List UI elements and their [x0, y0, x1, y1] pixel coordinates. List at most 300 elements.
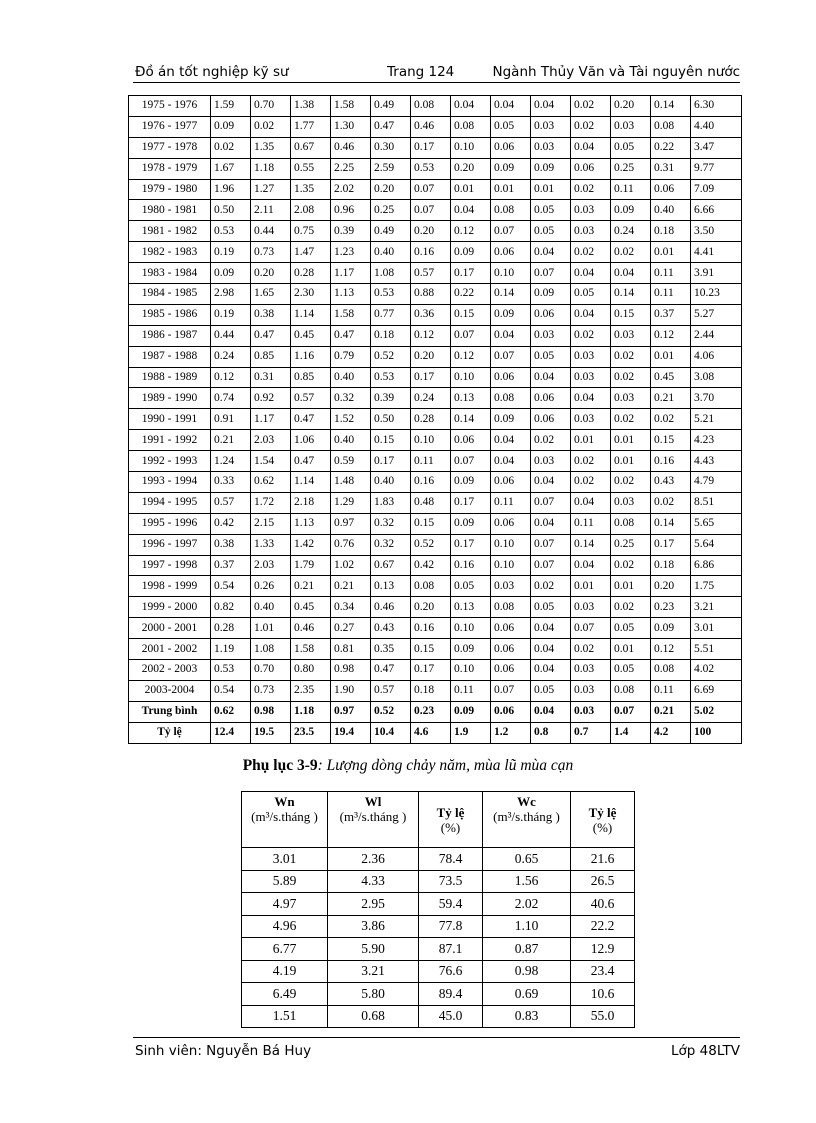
summary-row	[129, 701, 742, 722]
value-cell: 0.15	[651, 430, 691, 451]
value-cell: 7.09	[691, 179, 742, 200]
value-cell: 1.72	[251, 492, 291, 513]
value-cell: 2.03	[251, 430, 291, 451]
value-cell: 0.06	[491, 513, 531, 534]
year-cell: 1999 - 2000	[129, 597, 211, 618]
value-cell: 2.44	[691, 325, 742, 346]
value-cell: 0.06	[491, 660, 531, 681]
value-cell: 0.21	[211, 430, 251, 451]
table-row	[129, 513, 742, 534]
table-row	[242, 870, 635, 893]
value-cell: 0.17	[451, 492, 491, 513]
value-cell: 0.28	[291, 263, 331, 284]
value-cell: 0.18	[411, 680, 451, 701]
value-cell: 4.43	[691, 451, 742, 472]
value-cell: 0.10	[491, 263, 531, 284]
value-cell: 0.19	[211, 242, 251, 263]
table-row	[129, 576, 742, 597]
value-cell: 0.69	[483, 983, 571, 1006]
value-cell: 0.05	[611, 137, 651, 158]
value-cell: 21.6	[571, 848, 635, 871]
value-cell: 0.02	[611, 242, 651, 263]
value-cell: 0.11	[651, 263, 691, 284]
value-cell: 0.57	[411, 263, 451, 284]
value-cell: 0.03	[571, 597, 611, 618]
value-cell: 0.31	[651, 158, 691, 179]
value-cell: 0.7	[571, 722, 611, 743]
value-cell: 0.80	[291, 660, 331, 681]
value-cell: 1.13	[291, 513, 331, 534]
value-cell: 0.88	[411, 284, 451, 305]
value-cell: 0.10	[411, 430, 451, 451]
caption-text: : Lượng dòng chảy năm, mùa lũ mùa cạn	[317, 757, 574, 774]
table-row	[129, 137, 742, 158]
value-cell: 0.55	[291, 158, 331, 179]
table-row	[129, 555, 742, 576]
value-cell: 89.4	[419, 983, 483, 1006]
value-cell: 0.12	[651, 639, 691, 660]
value-cell: 0.10	[451, 660, 491, 681]
value-cell: 0.03	[571, 660, 611, 681]
value-cell: 1.18	[291, 701, 331, 722]
header-cell: Wc (m³/s.tháng )	[483, 792, 571, 848]
value-cell: 0.09	[211, 263, 251, 284]
value-cell: 0.57	[211, 492, 251, 513]
value-cell: 6.69	[691, 680, 742, 701]
value-cell: 0.06	[491, 367, 531, 388]
value-cell: 0.22	[651, 137, 691, 158]
value-cell: 4.33	[328, 870, 419, 893]
year-cell: 1977 - 1978	[129, 137, 211, 158]
value-cell: 0.02	[611, 472, 651, 493]
value-cell: 0.06	[491, 137, 531, 158]
value-cell: 0.05	[531, 346, 571, 367]
value-cell: 0.14	[491, 284, 531, 305]
value-cell: 1.52	[331, 409, 371, 430]
year-cell: 1989 - 1990	[129, 388, 211, 409]
value-cell: 0.07	[531, 263, 571, 284]
value-cell: 1.08	[251, 639, 291, 660]
value-cell: 0.07	[531, 534, 571, 555]
value-cell: 5.27	[691, 304, 742, 325]
value-cell: 0.40	[331, 430, 371, 451]
value-cell: 0.04	[491, 451, 531, 472]
value-cell: 0.16	[411, 472, 451, 493]
value-cell: 0.08	[611, 513, 651, 534]
value-cell: 0.07	[611, 701, 651, 722]
value-cell: 0.16	[411, 618, 451, 639]
value-cell: 0.08	[651, 116, 691, 137]
value-cell: 0.35	[371, 639, 411, 660]
table-row	[129, 472, 742, 493]
value-cell: 0.36	[411, 304, 451, 325]
year-cell: 1980 - 1981	[129, 200, 211, 221]
table-row	[129, 492, 742, 513]
value-cell: 1.16	[291, 346, 331, 367]
value-cell: 0.01	[611, 576, 651, 597]
value-cell: 1.17	[251, 409, 291, 430]
value-cell: 4.23	[691, 430, 742, 451]
value-cell: 0.48	[411, 492, 451, 513]
value-cell: 0.42	[211, 513, 251, 534]
year-cell: 2001 - 2002	[129, 639, 211, 660]
value-cell: 0.20	[651, 576, 691, 597]
value-cell: 0.07	[411, 179, 451, 200]
value-cell: 0.04	[571, 263, 611, 284]
value-cell: 0.40	[331, 367, 371, 388]
value-cell: 0.07	[531, 492, 571, 513]
value-cell: 0.15	[371, 430, 411, 451]
value-cell: 0.08	[491, 388, 531, 409]
table-row	[129, 346, 742, 367]
value-cell: 0.03	[531, 451, 571, 472]
year-cell: 1987 - 1988	[129, 346, 211, 367]
value-cell: 6.86	[691, 555, 742, 576]
value-cell: 0.05	[451, 576, 491, 597]
value-cell: 0.02	[531, 430, 571, 451]
value-cell: 0.12	[651, 325, 691, 346]
value-cell: 77.8	[419, 915, 483, 938]
value-cell: 0.38	[251, 304, 291, 325]
value-cell: 2.02	[483, 893, 571, 916]
value-cell: 0.04	[491, 96, 531, 117]
value-cell: 0.27	[331, 618, 371, 639]
value-cell: 1.9	[451, 722, 491, 743]
value-cell: 0.46	[291, 618, 331, 639]
value-cell: 0.25	[611, 534, 651, 555]
value-cell: 0.43	[371, 618, 411, 639]
value-cell: 1.2	[491, 722, 531, 743]
value-cell: 0.44	[211, 325, 251, 346]
table-row	[242, 983, 635, 1006]
value-cell: 0.42	[411, 555, 451, 576]
value-cell: 6.30	[691, 96, 742, 117]
value-cell: 4.19	[242, 960, 328, 983]
value-cell: 0.02	[651, 409, 691, 430]
value-cell: 19.5	[251, 722, 291, 743]
value-cell: 0.02	[571, 639, 611, 660]
value-cell: 0.06	[531, 304, 571, 325]
value-cell: 0.03	[611, 325, 651, 346]
value-cell: 3.70	[691, 388, 742, 409]
value-cell: 0.08	[411, 96, 451, 117]
value-cell: 0.04	[451, 200, 491, 221]
value-cell: 0.62	[211, 701, 251, 722]
value-cell: 19.4	[331, 722, 371, 743]
value-cell: 40.6	[571, 893, 635, 916]
value-cell: 0.02	[611, 555, 651, 576]
value-cell: 0.03	[531, 116, 571, 137]
value-cell: 0.11	[491, 492, 531, 513]
footer-student: Sinh viên: Nguyễn Bá Huy	[135, 1043, 312, 1059]
table-row	[129, 388, 742, 409]
value-cell: 0.02	[571, 451, 611, 472]
year-cell: 1979 - 1980	[129, 179, 211, 200]
value-cell: 0.14	[451, 409, 491, 430]
value-cell: 0.03	[571, 200, 611, 221]
value-cell: 0.98	[331, 660, 371, 681]
value-cell: 0.96	[331, 200, 371, 221]
value-cell: 0.02	[571, 472, 611, 493]
value-cell: 0.23	[411, 701, 451, 722]
value-cell: 0.97	[331, 701, 371, 722]
value-cell: 0.03	[571, 409, 611, 430]
value-cell: 0.50	[371, 409, 411, 430]
year-cell: 1990 - 1991	[129, 409, 211, 430]
value-cell: 3.91	[691, 263, 742, 284]
value-cell: 1.33	[251, 534, 291, 555]
value-cell: 0.06	[451, 430, 491, 451]
value-cell: 0.87	[483, 938, 571, 961]
value-cell: 0.21	[651, 701, 691, 722]
value-cell: 0.09	[651, 618, 691, 639]
value-cell: 10.4	[371, 722, 411, 743]
value-cell: 2.08	[291, 200, 331, 221]
year-cell: 1986 - 1987	[129, 325, 211, 346]
table-row	[129, 680, 742, 701]
value-cell: 0.20	[451, 158, 491, 179]
value-cell: 0.03	[611, 388, 651, 409]
value-cell: 0.04	[571, 492, 611, 513]
year-cell: 1983 - 1984	[129, 263, 211, 284]
value-cell: 9.77	[691, 158, 742, 179]
value-cell: 0.10	[491, 534, 531, 555]
value-cell: 0.70	[251, 96, 291, 117]
value-cell: 0.01	[651, 346, 691, 367]
value-cell: 1.18	[251, 158, 291, 179]
value-cell: 0.74	[211, 388, 251, 409]
value-cell: 0.02	[611, 367, 651, 388]
table-row	[129, 179, 742, 200]
value-cell: 4.6	[411, 722, 451, 743]
value-cell: 0.37	[651, 304, 691, 325]
value-cell: 0.08	[651, 660, 691, 681]
value-cell: 0.01	[611, 430, 651, 451]
value-cell: 5.02	[691, 701, 742, 722]
value-cell: 0.09	[491, 304, 531, 325]
value-cell: 0.14	[651, 513, 691, 534]
table-row	[242, 848, 635, 871]
value-cell: 0.83	[483, 1005, 571, 1028]
value-cell: 2.02	[331, 179, 371, 200]
value-cell: 0.40	[371, 242, 411, 263]
value-cell: 0.05	[571, 284, 611, 305]
value-cell: 1.59	[211, 96, 251, 117]
value-cell: 3.21	[691, 597, 742, 618]
value-cell: 1.90	[331, 680, 371, 701]
value-cell: 0.85	[291, 367, 331, 388]
value-cell: 0.06	[571, 158, 611, 179]
value-cell: 0.03	[571, 346, 611, 367]
value-cell: 0.05	[531, 221, 571, 242]
table-row	[242, 960, 635, 983]
value-cell: 1.17	[331, 263, 371, 284]
value-cell: 1.06	[291, 430, 331, 451]
value-cell: 1.29	[331, 492, 371, 513]
value-cell: 0.50	[211, 200, 251, 221]
value-cell: 0.97	[331, 513, 371, 534]
value-cell: 0.37	[211, 555, 251, 576]
value-cell: 0.09	[531, 284, 571, 305]
value-cell: 0.46	[371, 597, 411, 618]
value-cell: 2.15	[251, 513, 291, 534]
value-cell: 1.42	[291, 534, 331, 555]
value-cell: 0.16	[651, 451, 691, 472]
value-cell: 0.09	[211, 116, 251, 137]
value-cell: 1.35	[251, 137, 291, 158]
table-row	[129, 660, 742, 681]
year-cell: Tỷ lệ	[129, 722, 211, 743]
year-cell: 1984 - 1985	[129, 284, 211, 305]
value-cell: 0.40	[251, 597, 291, 618]
value-cell: 0.20	[611, 96, 651, 117]
value-cell: 0.05	[491, 116, 531, 137]
value-cell: 0.02	[571, 116, 611, 137]
year-cell: 1985 - 1986	[129, 304, 211, 325]
value-cell: 0.06	[651, 179, 691, 200]
value-cell: 0.85	[251, 346, 291, 367]
value-cell: 1.14	[291, 472, 331, 493]
value-cell: 0.02	[611, 346, 651, 367]
table-row	[242, 1005, 635, 1028]
value-cell: 0.05	[531, 200, 571, 221]
value-cell: 5.80	[328, 983, 419, 1006]
value-cell: 0.03	[491, 576, 531, 597]
seasonal-flow-table	[241, 791, 635, 1028]
year-cell: 1993 - 1994	[129, 472, 211, 493]
value-cell: 4.02	[691, 660, 742, 681]
header-cell: Wn (m³/s.tháng )	[242, 792, 328, 848]
value-cell: 0.17	[451, 263, 491, 284]
value-cell: 0.18	[651, 555, 691, 576]
value-cell: 0.09	[491, 158, 531, 179]
value-cell: 0.06	[491, 639, 531, 660]
value-cell: 0.53	[211, 660, 251, 681]
value-cell: 1.02	[331, 555, 371, 576]
table-row	[129, 284, 742, 305]
value-cell: 0.06	[491, 242, 531, 263]
value-cell: 0.17	[411, 660, 451, 681]
value-cell: 0.18	[651, 221, 691, 242]
value-cell: 0.57	[371, 680, 411, 701]
value-cell: 2.18	[291, 492, 331, 513]
value-cell: 0.07	[411, 200, 451, 221]
value-cell: 0.53	[371, 367, 411, 388]
value-cell: 0.04	[571, 304, 611, 325]
value-cell: 0.38	[211, 534, 251, 555]
value-cell: 0.73	[251, 242, 291, 263]
value-cell: 0.07	[571, 618, 611, 639]
value-cell: 0.01	[571, 430, 611, 451]
value-cell: 3.08	[691, 367, 742, 388]
value-cell: 0.04	[531, 618, 571, 639]
table-row	[129, 116, 742, 137]
value-cell: 2.59	[371, 158, 411, 179]
value-cell: 0.17	[451, 534, 491, 555]
value-cell: 0.15	[451, 304, 491, 325]
value-cell: 0.28	[411, 409, 451, 430]
value-cell: 1.67	[211, 158, 251, 179]
header-cell: Tỷ lệ (%)	[419, 792, 483, 848]
value-cell: 0.44	[251, 221, 291, 242]
value-cell: 0.15	[411, 513, 451, 534]
value-cell: 23.5	[291, 722, 331, 743]
value-cell: 2.25	[331, 158, 371, 179]
value-cell: 0.22	[451, 284, 491, 305]
value-cell: 1.35	[291, 179, 331, 200]
value-cell: 0.81	[331, 639, 371, 660]
value-cell: 0.53	[411, 158, 451, 179]
value-cell: 1.58	[331, 96, 371, 117]
value-cell: 0.01	[611, 451, 651, 472]
header-thesis-title: Đồ án tốt nghiệp kỹ sư	[135, 64, 289, 80]
value-cell: 10.23	[691, 284, 742, 305]
value-cell: 0.15	[411, 639, 451, 660]
value-cell: 0.47	[251, 325, 291, 346]
value-cell: 2.11	[251, 200, 291, 221]
value-cell: 0.98	[251, 701, 291, 722]
value-cell: 0.07	[451, 325, 491, 346]
value-cell: 0.16	[411, 242, 451, 263]
year-cell: Trung bình	[129, 701, 211, 722]
value-cell: 0.92	[251, 388, 291, 409]
table-row	[242, 915, 635, 938]
value-cell: 0.10	[451, 618, 491, 639]
value-cell: 73.5	[419, 870, 483, 893]
header-department: Ngành Thủy Văn và Tài nguyên nước	[492, 64, 740, 80]
table-row	[129, 304, 742, 325]
value-cell: 1.51	[242, 1005, 328, 1028]
value-cell: 0.46	[411, 116, 451, 137]
value-cell: 0.52	[371, 701, 411, 722]
value-cell: 3.86	[328, 915, 419, 938]
value-cell: 1.96	[211, 179, 251, 200]
value-cell: 0.23	[651, 597, 691, 618]
value-cell: 0.04	[611, 263, 651, 284]
value-cell: 0.07	[531, 555, 571, 576]
value-cell: 1.14	[291, 304, 331, 325]
value-cell: 0.24	[411, 388, 451, 409]
value-cell: 0.04	[531, 513, 571, 534]
value-cell: 45.0	[419, 1005, 483, 1028]
value-cell: 0.04	[531, 242, 571, 263]
value-cell: 2.36	[328, 848, 419, 871]
value-cell: 0.73	[251, 680, 291, 701]
value-cell: 0.03	[571, 680, 611, 701]
year-cell: 1976 - 1977	[129, 116, 211, 137]
value-cell: 0.08	[611, 680, 651, 701]
value-cell: 0.04	[571, 388, 611, 409]
year-cell: 1988 - 1989	[129, 367, 211, 388]
value-cell: 0.17	[651, 534, 691, 555]
value-cell: 2.35	[291, 680, 331, 701]
table-row	[242, 893, 635, 916]
monthly-flow-table-body	[129, 96, 742, 744]
value-cell: 0.20	[411, 221, 451, 242]
value-cell: 0.12	[411, 325, 451, 346]
value-cell: 0.13	[451, 388, 491, 409]
value-cell: 0.47	[371, 660, 411, 681]
year-cell: 1981 - 1982	[129, 221, 211, 242]
value-cell: 0.53	[211, 221, 251, 242]
value-cell: 55.0	[571, 1005, 635, 1028]
value-cell: 0.32	[371, 513, 411, 534]
value-cell: 0.12	[451, 346, 491, 367]
value-cell: 0.04	[531, 660, 571, 681]
value-cell: 0.45	[291, 325, 331, 346]
value-cell: 4.41	[691, 242, 742, 263]
value-cell: 0.02	[531, 576, 571, 597]
